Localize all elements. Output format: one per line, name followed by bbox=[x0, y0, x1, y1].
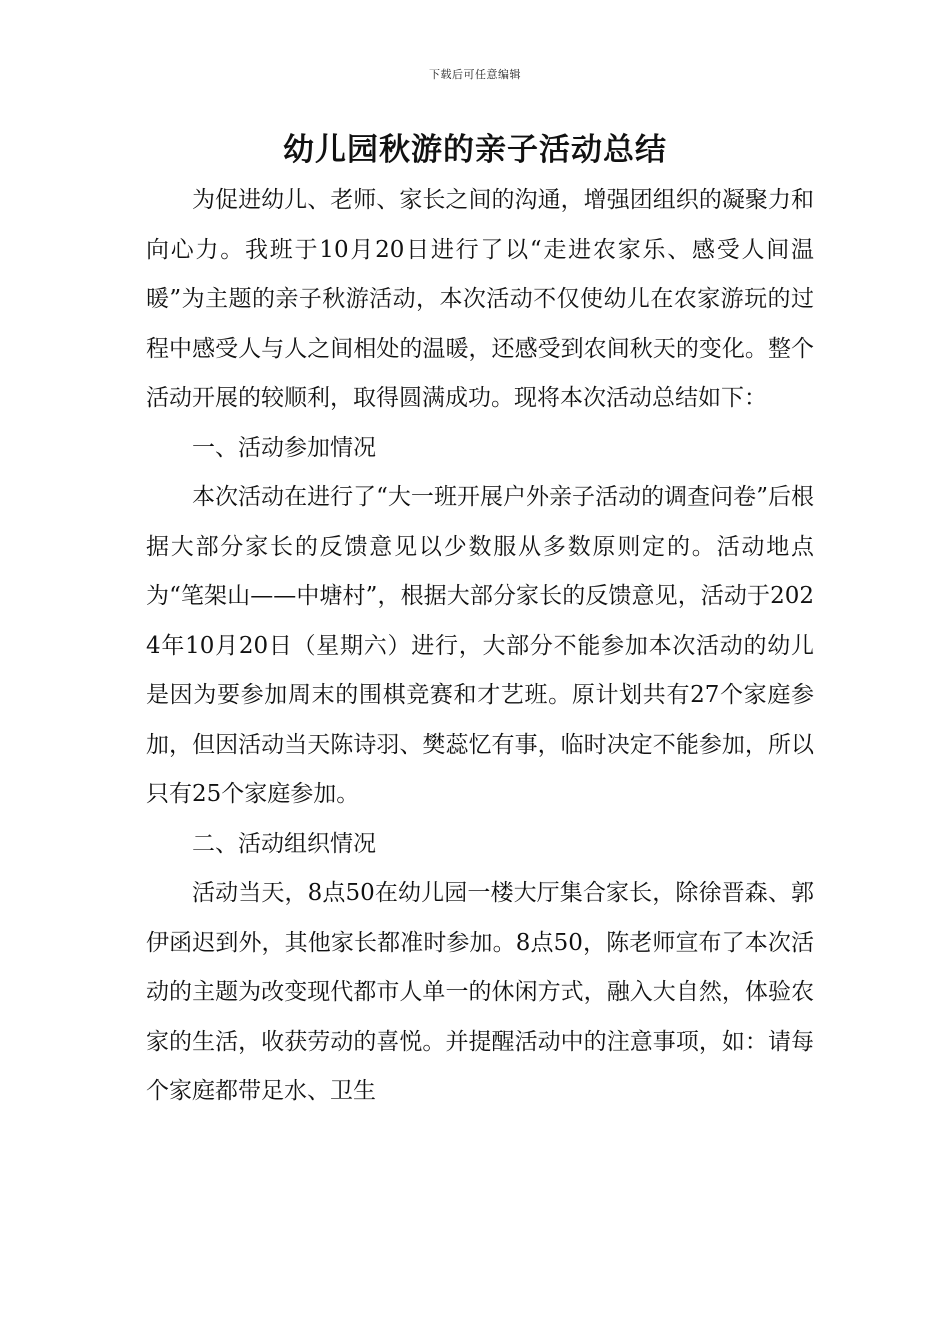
intro-paragraph: 为促进幼儿、老师、家长之间的沟通，增强团组织的凝聚力和向心力。我班于10月20日进行了以“走进农家乐、感受人间温暖”为主题的亲子秋游活动，本次活动不仅使幼儿在农家游玩的过程中感受人与人之间相处的温暖，还感受到农间秋天的变化。整个活动开展的较顺利，取得圆满成功。现将本次活动总结如下： bbox=[146, 187, 814, 411]
document-title: 幼儿园秋游的亲子活动总结 bbox=[283, 132, 667, 168]
organization-paragraph: 活动当天，8点50在幼儿园一楼大厅集合家长，除徐晋森、郭伊函迟到外，其他家长都准时参加。8点50，陈老师宣布了本次活动的主题为改变现代都市人单一的休闲方式，融入大自然，体验农家的生活，收获劳动的喜悦。并提醒活动中的注意事项，如：请每个家庭都带足水、卫生 bbox=[146, 880, 814, 1104]
section-heading-organization: 二、活动组织情况 bbox=[192, 830, 376, 857]
page-header-note: 下载后可任意编辑 bbox=[429, 68, 521, 81]
participation-paragraph: 本次活动在进行了“大一班开展户外亲子活动的调查问卷”后根据大部分家长的反馈意见以少数服从多数原则定的。活动地点为“笔架山——中塘村”，根据大部分家长的反馈意见，活动于2024年10月20日（星期六）进行，大部分不能参加本次活动的幼儿是因为要参加周末的围棋竞赛和才艺班。原计划共有27个家庭参加，但因活动当天陈诗羽、樊蕊忆有事，临时决定不能参加，所以只有25个家庭参加。 bbox=[146, 484, 814, 807]
document-body bbox=[146, 176, 814, 1117]
section-heading-participation: 一、活动参加情况 bbox=[192, 434, 376, 461]
